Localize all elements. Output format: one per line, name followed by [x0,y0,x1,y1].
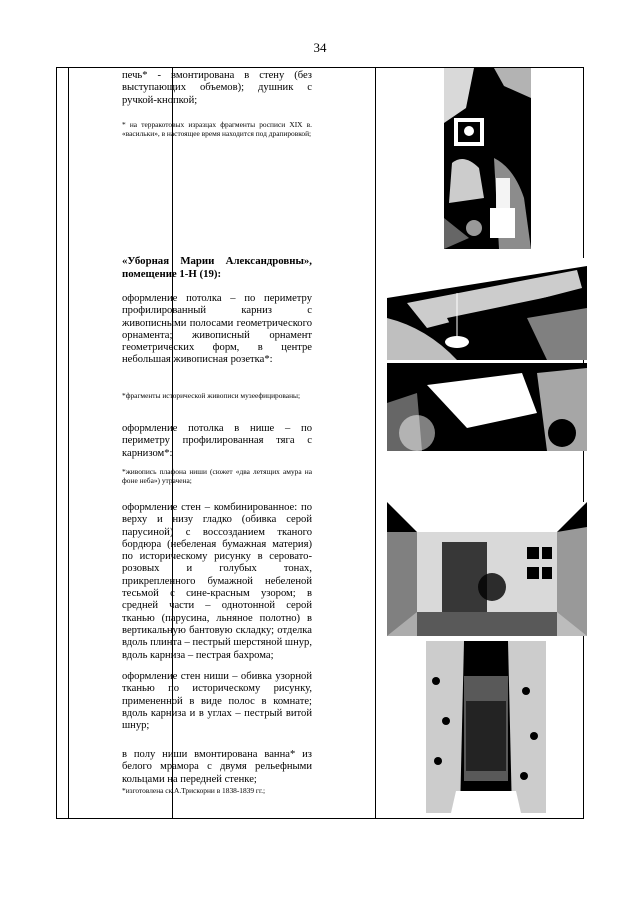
paragraph-stove: печь* - вмонтирована в стену (без выступающих объемов); душник с ручкой-кнопкой; [122,70,312,106]
paragraph-bath: в полу ниши вмонтирована ванна* из белого мрамора с двумя рельефными кольцами на передней стенке; [122,749,312,785]
room-heading: «Уборная Марии Александровны», помещение 1-Н (19): [122,255,312,280]
footnote-stove: * на терракотовых изразцах фрагменты росписи XIX в. «васильки», в настоящее время находится под драпировкой; [122,120,312,139]
column-divider [375,68,376,818]
photo-stove [444,68,531,249]
photo-room [387,502,587,636]
footnote-niche-ceiling: *живопись плафона ниши (сюжет «два летящих амура на фоне неба») утрачена; [122,467,312,486]
photo-niche-curtains [426,641,546,813]
footnote-ceiling: *фрагменты исторической живописи музеефицированы; [122,391,301,400]
paragraph-ceiling: оформление потолка – по периметру профилированный карниз с живописными полосами геометрического орнамента; живописный орнамент геометрических форм, в центре небольшая живописная розетка*: [122,293,312,366]
footnote-bath: *изготовлена ск.А.Трискорни в 1838-1839 гг.; [122,786,266,795]
paragraph-walls: оформление стен – комбинированное: по верху и низу гладко (обивка серой парусиной) с воссозданием тканого бордюра (небеленая бумажная материя) по историческому рисунку в серовато-розовых и голубых тонах, прикрепленного бумажной небеленой тесьмой с сине-красным узором; в средней части – однотонной серой тканью (парусина, льняное полотно) в вертикальную бантовую складку; отделка вдоль плинта – пестрый шерстяной шнур, вдоль карниза – пестрая бахрома; [122,502,312,661]
paragraph-niche-ceiling: оформление потолка в нише – по периметру профилированная тяга с карнизом*: [122,423,312,459]
photo-ceiling [387,258,587,360]
photo-niche-ceiling [387,363,587,451]
column-divider [68,68,69,818]
description-column [122,70,312,810]
paragraph-niche-walls: оформление стен ниши – обивка узорной тканью по историческому рисунку, примененной в виде полос в комнате; вдоль карниза и в углах – пестрый витой шнур; [122,671,312,732]
page-number: 34 [313,40,327,55]
